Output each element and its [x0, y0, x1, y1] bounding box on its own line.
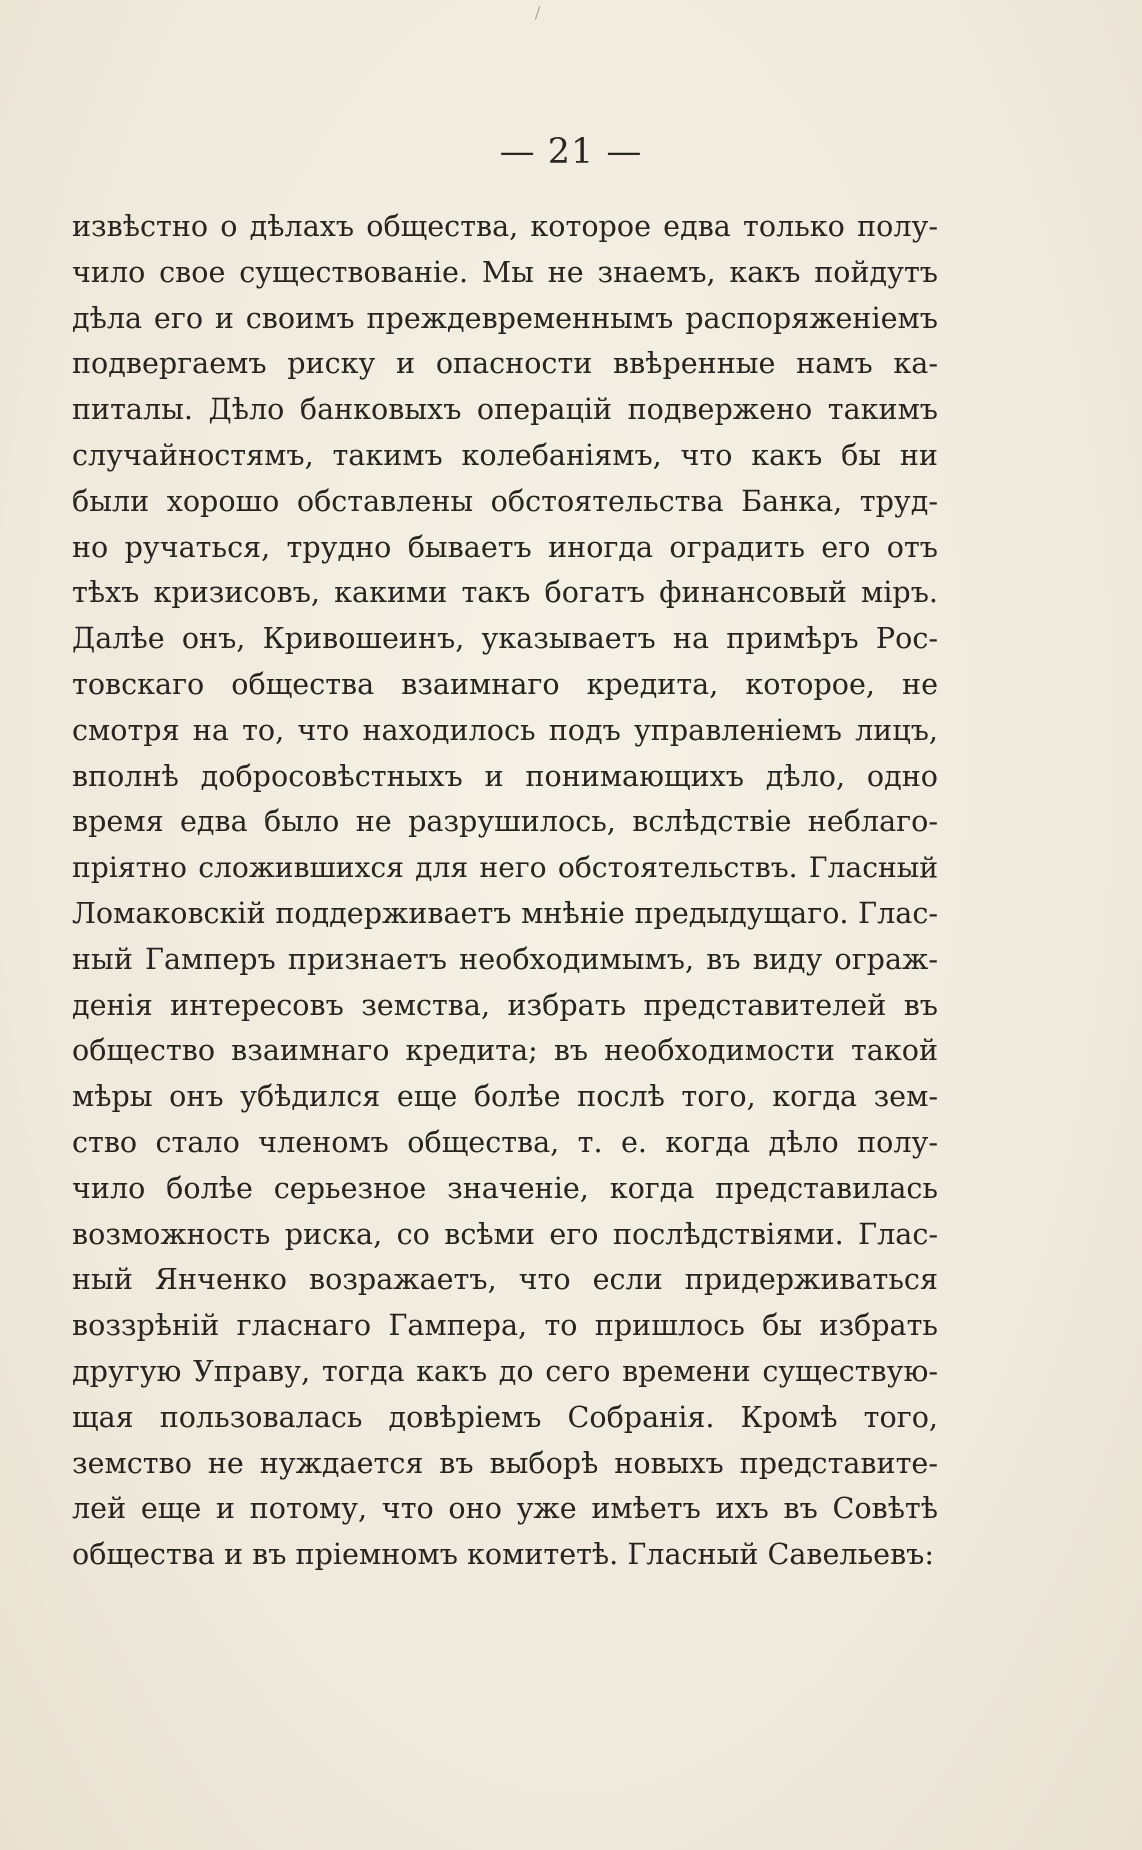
body-text — [72, 204, 938, 1578]
text-line: время едва было не разрушилось, вслѣдствіе неблаго- — [72, 804, 938, 839]
text-line: ный Гамперъ признаетъ необходимымъ, въ виду ограж- — [72, 941, 938, 976]
text-line: воззрѣній гласнаго Гампера, то пришлось бы избрать — [72, 1308, 938, 1343]
text-line: земство не нуждается въ выборѣ новыхъ представите- — [72, 1445, 938, 1480]
text-line: лей еще и потому, что оно уже имѣетъ ихъ въ Совѣтѣ — [72, 1491, 938, 1526]
text-line: возможность риска, со всѣми его послѣдствіями. Глас- — [72, 1216, 938, 1251]
text-line: извѣстно о дѣлахъ общества, которое едва только полу- — [72, 209, 938, 243]
text-line: Ломаковскій поддерживаетъ мнѣніе предыдущаго. Глас- — [72, 895, 938, 930]
page-number: — 21 — — [499, 132, 643, 172]
text-line: подвергаемъ риску и опасности ввѣренные намъ ка- — [72, 346, 938, 381]
text-line: денія интересовъ земства, избрать представителей въ — [72, 987, 938, 1022]
text-line: дѣла его и своимъ преждевременнымъ распоряженіемъ — [72, 300, 938, 335]
text-line: товскаго общества взаимнаго кредита, которое, не — [72, 666, 938, 701]
text-line: но ручаться, трудно бываетъ иногда оградить его отъ — [72, 529, 938, 564]
text-line: чило свое существованіе. Мы не знаемъ, какъ пойдутъ — [72, 254, 938, 289]
text-line: случайностямъ, такимъ колебаніямъ, что какъ бы ни — [72, 437, 938, 472]
text-line: ный Янченко возражаетъ, что если придерживаться — [72, 1262, 938, 1297]
text-line: смотря на то, что находилось подъ управленіемъ лицъ, — [72, 712, 938, 747]
text-line: ство стало членомъ общества, т. е. когда дѣло полу- — [72, 1124, 938, 1159]
text-line: были хорошо обставлены обстоятельства Банка, труд- — [72, 483, 938, 518]
text-line: мѣры онъ убѣдился еще болѣе послѣ того, когда зем- — [72, 1079, 938, 1114]
text-line: Далѣе онъ, Кривошеинъ, указываетъ на примѣръ Рос- — [72, 621, 938, 656]
text-line: тѣхъ кризисовъ, какими такъ богатъ финансовый міръ. — [72, 575, 938, 610]
text-line: пріятно сложившихся для него обстоятельствъ. Гласный — [72, 851, 938, 885]
text-line: щая пользовалась довѣріемъ Собранія. Кромѣ того, — [72, 1399, 938, 1434]
print-mark — [535, 6, 540, 20]
text-line: чило болѣе серьезное значеніе, когда представилась — [72, 1170, 938, 1205]
text-line: вполнѣ добросовѣстныхъ и понимающихъ дѣло, одно — [72, 758, 938, 793]
text-line: общества и въ пріемномъ комитетѣ. Гласный Савельевъ: — [72, 1537, 935, 1572]
text-line: общество взаимнаго кредита; въ необходимости такой — [72, 1033, 938, 1068]
text-line: другую Управу, тогда какъ до сего времени существую- — [72, 1353, 938, 1388]
text-line: питалы. Дѣло банковыхъ операцій подвержено такимъ — [72, 392, 938, 427]
